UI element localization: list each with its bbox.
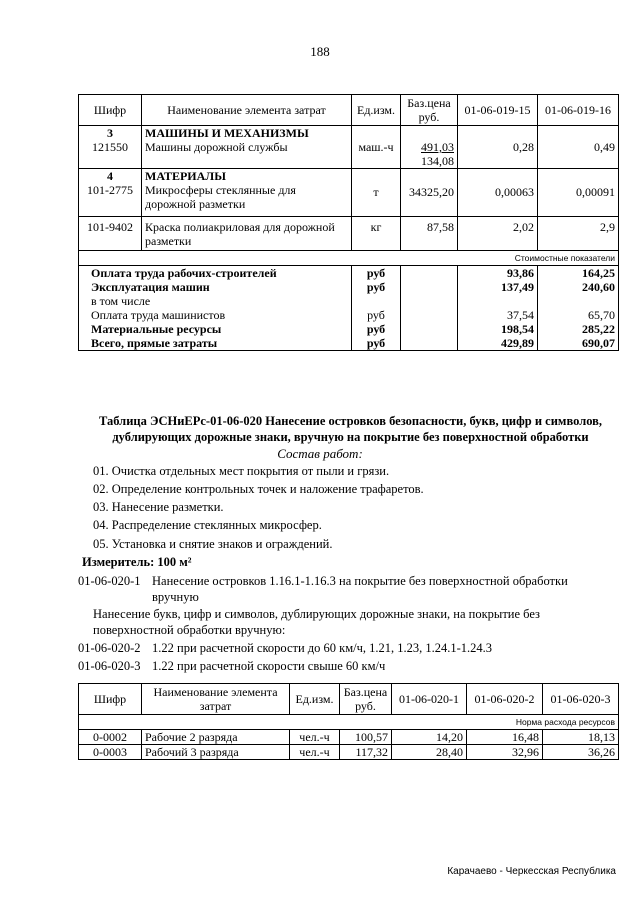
cost-empty — [401, 322, 458, 336]
norm-value: 32,96 — [467, 745, 543, 760]
value-text: 0,49 — [594, 140, 615, 154]
cost-row — [79, 294, 619, 308]
header-price: Баз.цена руб. — [401, 95, 458, 126]
norm-code: 01-06-020-3 — [78, 659, 141, 673]
cost-empty — [401, 294, 458, 308]
cost-empty — [401, 308, 458, 322]
resources-table-019 — [78, 94, 619, 351]
section-row-materials — [79, 169, 619, 217]
resource-code: 0-0003 — [79, 745, 142, 760]
norm-value — [458, 126, 538, 169]
norm-value: 2,02 — [458, 217, 538, 251]
cost-row — [79, 322, 619, 336]
header-code: Шифр — [79, 95, 142, 126]
header-norm: 01-06-020-1 — [392, 684, 467, 715]
price-value-secondary: 134,08 — [421, 154, 454, 168]
cost-name: Эксплуатация машин — [79, 280, 352, 294]
cost-caption-row — [79, 251, 619, 266]
cost-empty — [401, 280, 458, 294]
resource-unit: кг — [352, 217, 401, 251]
section-code — [79, 126, 142, 169]
work-step: 03. Нанесение разметки. — [93, 500, 224, 514]
cost-caption: Стоимостные показатели — [79, 251, 619, 266]
resource-name: Рабочие 2 разряда — [142, 730, 290, 745]
cost-rows — [79, 266, 619, 351]
cost-empty — [401, 336, 458, 351]
cost-empty — [401, 266, 458, 281]
norm-line — [78, 641, 492, 656]
norm-value: 2,9 — [538, 217, 619, 251]
resource-name: Рабочий 3 разряда — [142, 745, 290, 760]
resource-name: Машины дорожной службы — [145, 140, 288, 154]
norm-text: 1.22 при расчетной скорости свыше 60 км/ч — [152, 659, 386, 673]
norm-caption-row — [79, 715, 619, 730]
cost-unit: руб — [352, 336, 401, 351]
cost-value: 65,70 — [538, 308, 619, 322]
section-number: 3 — [107, 126, 113, 140]
work-step: 02. Определение контрольных точек и наложение трафаретов. — [93, 482, 424, 496]
table-title: Таблица ЭСНиЕРс-01-06-020 Нанесение островков безопасности, букв, цифр и символов, дублирующих дорожные знаки, вручную на покрытие без поверхностной обработки — [98, 414, 603, 444]
cost-value: 240,60 — [538, 280, 619, 294]
norm-caption: Норма расхода ресурсов — [79, 715, 619, 730]
cost-value: 93,86 — [458, 266, 538, 281]
cost-row — [79, 336, 619, 351]
resource-price: 100,57 — [340, 730, 392, 745]
norm-text: Нанесение островков 1.16.1-1.16.3 на покрытие без поверхностной обработки вручную — [152, 574, 568, 604]
cost-value: 690,07 — [538, 336, 619, 351]
resource-code: 101-9402 — [79, 217, 142, 251]
section-code — [79, 169, 142, 217]
table-row — [79, 745, 619, 760]
value-text: 0,00063 — [495, 185, 534, 199]
cost-row — [79, 266, 619, 281]
price-value: 34325,20 — [409, 185, 454, 199]
resource-unit: чел.-ч — [290, 730, 340, 745]
cost-value: 137,49 — [458, 280, 538, 294]
header-unit: Ед.изм. — [290, 684, 340, 715]
group-description: Нанесение букв, цифр и символов, дублирующих дорожные знаки, на покрытие без поверхностной обработки вручную: — [93, 607, 540, 637]
value-text: 0,28 — [513, 140, 534, 154]
norm-code: 01-06-020-1 — [78, 574, 141, 588]
resource-unit: чел.-ч — [290, 745, 340, 760]
cost-name: Материальные ресурсы — [79, 322, 352, 336]
cost-value: 429,89 — [458, 336, 538, 351]
cost-unit — [352, 294, 401, 308]
cost-name: в том числе — [79, 294, 352, 308]
header-norm: 01-06-019-15 — [458, 95, 538, 126]
header-name: Наименование элемента затрат — [142, 684, 290, 715]
cost-unit: руб — [352, 308, 401, 322]
resource-name: Краска полиакриловая для дорожной разметки — [142, 217, 352, 251]
cost-value: 285,22 — [538, 322, 619, 336]
resource-price: 87,58 — [401, 217, 458, 251]
norm-text: 1.22 при расчетной скорости до 60 км/ч, 1.21, 1.23, 1.24.1-1.24.3 — [152, 641, 493, 655]
unit-text: т — [373, 185, 379, 199]
norm-value — [458, 169, 538, 217]
cost-row — [79, 308, 619, 322]
norm-value: 36,26 — [543, 745, 619, 760]
value-text: 0,00091 — [576, 185, 615, 199]
resource-unit — [352, 169, 401, 217]
resource-price — [401, 126, 458, 169]
price-value: 491,03 — [421, 140, 454, 154]
table-header-row — [79, 684, 619, 715]
norm-value — [538, 126, 619, 169]
norm-value: 18,13 — [543, 730, 619, 745]
resource-price — [401, 169, 458, 217]
cost-name: Оплата труда машинистов — [79, 308, 352, 322]
resources-table-020 — [78, 683, 619, 760]
table-row — [79, 217, 619, 251]
cost-value — [458, 294, 538, 308]
cost-value: 198,54 — [458, 322, 538, 336]
resource-unit — [352, 126, 401, 169]
table-header-row — [79, 95, 619, 126]
cost-value: 37,54 — [458, 308, 538, 322]
resource-code: 101-2775 — [87, 183, 133, 197]
cost-name: Всего, прямые затраты — [79, 336, 352, 351]
footer-region: Карачаево - Черкесская Республика — [447, 866, 616, 877]
section-title: МАТЕРИАЛЫ — [145, 169, 226, 183]
resource-price: 117,32 — [340, 745, 392, 760]
header-code: Шифр — [79, 684, 142, 715]
section-row-machines — [79, 126, 619, 169]
cost-value: 164,25 — [538, 266, 619, 281]
norm-value — [538, 169, 619, 217]
table-row — [79, 730, 619, 745]
norm-line — [78, 659, 385, 674]
resource-name: Микросферы стеклянные для дорожной разметки — [145, 183, 296, 211]
header-norm: 01-06-020-2 — [467, 684, 543, 715]
work-step: 04. Распределение стеклянных микросфер. — [93, 518, 322, 532]
header-norm: 01-06-020-3 — [543, 684, 619, 715]
resource-code: 121550 — [92, 140, 128, 154]
resource-code: 0-0002 — [79, 730, 142, 745]
norm-value: 28,40 — [392, 745, 467, 760]
header-norm: 01-06-019-16 — [538, 95, 619, 126]
header-unit: Ед.изм. — [352, 95, 401, 126]
section-title: МАШИНЫ И МЕХАНИЗМЫ — [145, 126, 309, 140]
section-number: 4 — [107, 169, 113, 183]
unit-text: маш.-ч — [358, 140, 394, 154]
work-step: 01. Очистка отдельных мест покрытия от пыли и грязи. — [93, 464, 390, 478]
cost-unit: руб — [352, 280, 401, 294]
cost-row — [79, 280, 619, 294]
measurement-unit: Измеритель: 100 м² — [82, 555, 192, 569]
cost-unit: руб — [352, 266, 401, 281]
work-step: 05. Установка и снятие знаков и ограждений. — [93, 537, 333, 551]
norm-value: 14,20 — [392, 730, 467, 745]
header-name: Наименование элемента затрат — [142, 95, 352, 126]
norm-code: 01-06-020-2 — [78, 641, 141, 655]
norm-value: 16,48 — [467, 730, 543, 745]
section-name — [142, 169, 352, 217]
cost-unit: руб — [352, 322, 401, 336]
cost-name: Оплата труда рабочих-строителей — [79, 266, 352, 281]
cost-value — [538, 294, 619, 308]
norm-line — [78, 573, 618, 605]
page-number: 188 — [310, 44, 330, 59]
work-composition-label: Состав работ: — [277, 446, 363, 461]
section-name — [142, 126, 352, 169]
header-price: Баз.цена руб. — [340, 684, 392, 715]
